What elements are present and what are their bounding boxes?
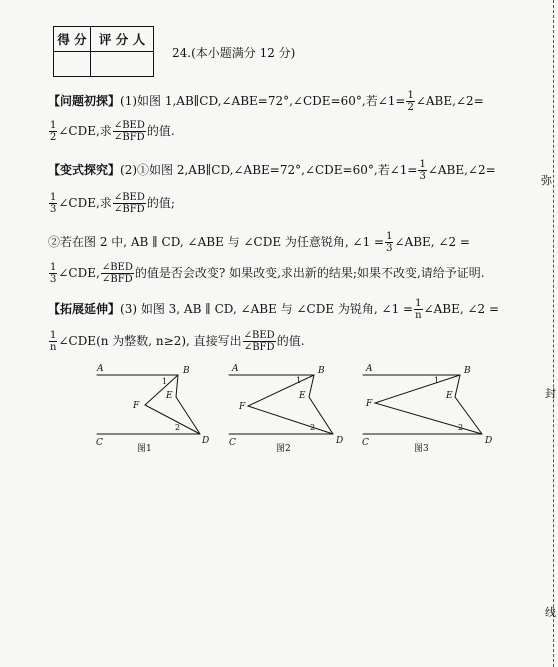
margin-char-xian: 线 bbox=[545, 606, 556, 619]
fig2-label-e: E bbox=[299, 391, 306, 401]
fig2-label-c: C bbox=[229, 438, 236, 448]
fig1-label-b: B bbox=[183, 366, 190, 376]
margin-char-feng: 封 bbox=[545, 387, 556, 400]
part2b-line1 bbox=[48, 231, 470, 254]
part2-text-c: ∠CDE,求 bbox=[58, 196, 112, 210]
part3-text-a: (3) 如图 3, AB ∥ CD, ∠ABE 与 ∠CDE 为锐角, ∠1 = bbox=[120, 302, 414, 316]
part2b-frac-b: $\frac{1}{3}$ bbox=[50, 262, 57, 285]
fig1-label-e: E bbox=[166, 391, 173, 401]
grader-cell[interactable] bbox=[91, 52, 154, 77]
fig1-angle-2: 2 bbox=[175, 423, 181, 432]
score-table bbox=[53, 26, 154, 77]
fig3-label-b: B bbox=[464, 366, 471, 376]
fig1-angle-1: 1 bbox=[162, 377, 168, 386]
part3-tag: 【拓展延伸】 bbox=[48, 302, 121, 316]
fig1-label-c: C bbox=[96, 438, 103, 448]
fig3-label-f: F bbox=[366, 399, 373, 409]
part2b-text-c: ∠CDE, bbox=[58, 266, 100, 280]
margin-char-mi: 弥 bbox=[541, 174, 552, 187]
fig1-label-a: A bbox=[97, 364, 104, 374]
part1-tag: 【问题初探】 bbox=[48, 94, 121, 108]
part2-tag: 【变式探究】 bbox=[48, 163, 121, 177]
fig3-angle-1: 1 bbox=[434, 376, 440, 385]
fig3-caption: 图3 bbox=[414, 444, 429, 454]
part2-frac-c: $\frac{\text{∠BED}}{\text{∠BFD}}$ bbox=[113, 192, 145, 215]
figure-3 bbox=[363, 375, 482, 434]
part2-text-d: 的值; bbox=[146, 196, 175, 210]
part3-line2 bbox=[48, 330, 305, 353]
part1-text-a: (1)如图 1,AB∥CD,∠ABE=72°,∠CDE=60°,若∠1= bbox=[120, 94, 406, 108]
part2b-line2 bbox=[48, 262, 485, 285]
score-cell[interactable] bbox=[54, 52, 91, 77]
part3-text-d: 的值. bbox=[276, 334, 305, 348]
part1-text-d: 的值. bbox=[146, 124, 175, 138]
part2-frac-b: $\frac{1}{3}$ bbox=[50, 192, 57, 215]
part1-frac-a: $\frac{1}{2}$ bbox=[407, 90, 414, 113]
part2-text-a: (2)①如图 2,AB∥CD,∠ABE=72°,∠CDE=60°,若∠1= bbox=[120, 163, 418, 177]
fig2-label-d: D bbox=[336, 436, 344, 446]
part1-text-b: ∠ABE,∠2= bbox=[415, 94, 484, 108]
seal-line bbox=[553, 0, 554, 667]
part3-frac-a: $\frac{1}{n}$ bbox=[415, 298, 422, 321]
part3-frac-b: $\frac{1}{n}$ bbox=[50, 330, 57, 353]
part1-line1 bbox=[48, 90, 484, 113]
part1-frac-c: $\frac{\text{∠BED}}{\text{∠BFD}}$ bbox=[113, 120, 145, 143]
fig2-label-b: B bbox=[318, 366, 325, 376]
geometry-figures bbox=[0, 358, 558, 458]
grader-header: 评 分 人 bbox=[91, 27, 154, 52]
part2b-text-d: 的值是否会改变? 如果改变,求出新的结果;如果不改变,请给予证明. bbox=[134, 266, 485, 280]
part1-frac-b: $\frac{1}{2}$ bbox=[50, 120, 57, 143]
fig2-path-bfd bbox=[248, 375, 333, 434]
question-title: 24.(本小题满分 12 分) bbox=[172, 46, 296, 60]
part1-text-c: ∠CDE,求 bbox=[58, 124, 112, 138]
fig2-angle-1: 1 bbox=[296, 376, 302, 385]
part2b-frac-a: $\frac{1}{3}$ bbox=[386, 231, 393, 254]
fig1-label-f: F bbox=[133, 401, 140, 411]
fig2-label-a: A bbox=[232, 364, 239, 374]
part2-text-b: ∠ABE,∠2= bbox=[427, 163, 496, 177]
part3-line1 bbox=[48, 298, 499, 321]
fig3-label-a: A bbox=[366, 364, 373, 374]
part2-frac-a: $\frac{1}{3}$ bbox=[419, 159, 426, 182]
part3-text-c: ∠CDE(n 为整数, n≥2), 直接写出 bbox=[58, 334, 242, 348]
fig2-angle-2: 2 bbox=[310, 423, 316, 432]
part1-line2 bbox=[48, 120, 175, 143]
part2-line2 bbox=[48, 192, 175, 215]
part2b-text-a: ②若在图 2 中, AB ∥ CD, ∠ABE 与 ∠CDE 为任意锐角, ∠1 = bbox=[48, 235, 385, 249]
fig1-path-bfd bbox=[145, 375, 200, 434]
fig2-caption: 图2 bbox=[276, 444, 291, 454]
fig3-label-e: E bbox=[446, 391, 453, 401]
part3-frac-c: $\frac{\text{∠BED}}{\text{∠BFD}}$ bbox=[243, 330, 275, 353]
score-header: 得 分 bbox=[54, 27, 91, 52]
fig2-label-f: F bbox=[239, 402, 246, 412]
fig3-path-bfd bbox=[375, 375, 482, 434]
fig1-label-d: D bbox=[202, 436, 210, 446]
part2-line1 bbox=[48, 159, 496, 182]
part3-text-b: ∠ABE, ∠2 = bbox=[423, 302, 500, 316]
part2b-text-b: ∠ABE, ∠2 = bbox=[394, 235, 470, 249]
fig3-label-d: D bbox=[485, 436, 493, 446]
part2b-frac-c: $\frac{\text{∠BED}}{\text{∠BFD}}$ bbox=[101, 262, 133, 285]
figure-1 bbox=[97, 375, 200, 434]
fig3-label-c: C bbox=[362, 438, 369, 448]
fig3-angle-2: 2 bbox=[458, 423, 464, 432]
fig1-caption: 图1 bbox=[137, 444, 152, 454]
